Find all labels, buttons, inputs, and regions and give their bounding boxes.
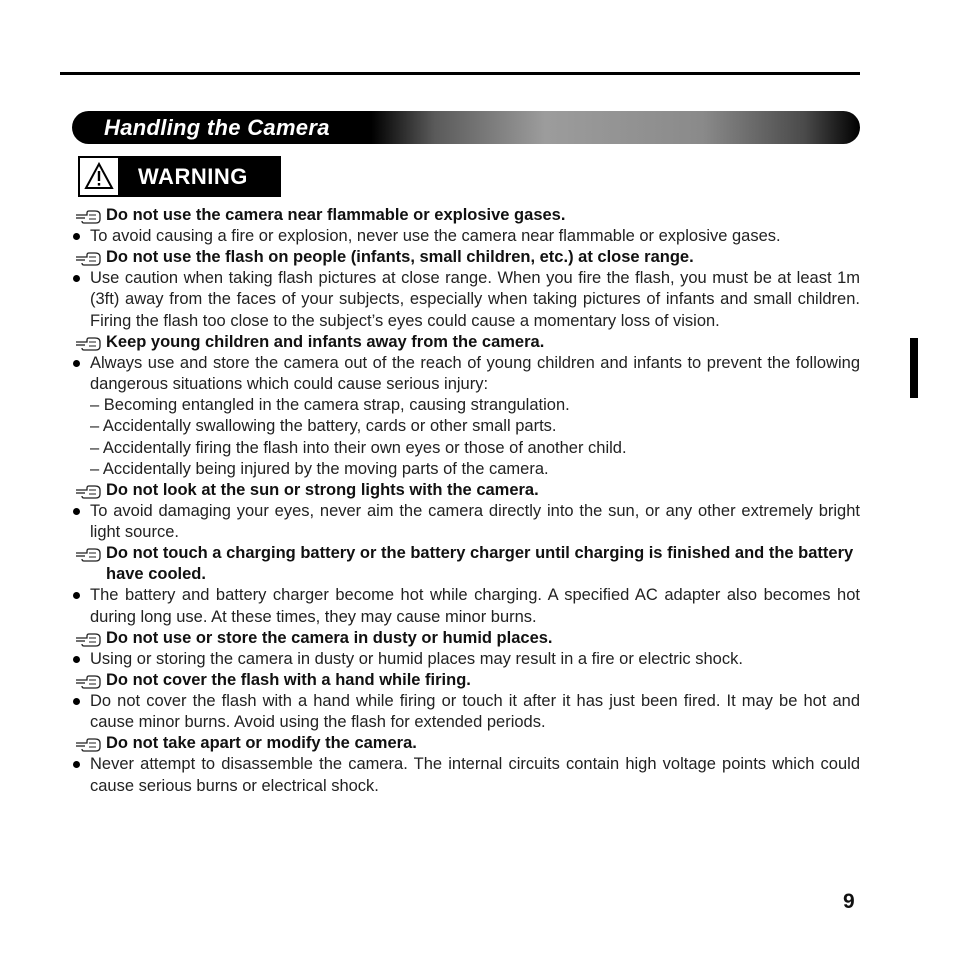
bullet-dot-icon (73, 275, 80, 282)
warning-item (72, 670, 860, 733)
warning-heading (72, 670, 860, 691)
warning-bullet-text: To avoid damaging your eyes, never aim the camera directly into the sun, or any other extremely bright light source. (90, 502, 860, 542)
warning-bullet (72, 353, 860, 395)
warning-bullet-text: Use caution when taking flash pictures at close range. When you fire the flash, you must be at least 1m (3ft) away from the faces of your subjects, especially when taking pictures of infants and small children. Firing the flash too close to the subject’s eyes could cause a momentary loss of vision. (90, 269, 860, 330)
pointing-hand-icon (75, 547, 101, 561)
warning-item (72, 628, 860, 670)
warning-heading (72, 332, 860, 353)
warning-bullet (72, 268, 860, 332)
dash-list-item: – Accidentally being injured by the moving parts of the camera. (90, 459, 549, 478)
warning-heading-text: Do not take apart or modify the camera. (106, 734, 417, 753)
warning-heading-text: Do not use the flash on people (infants, small children, etc.) at close range. (106, 248, 694, 267)
warning-heading (72, 543, 860, 585)
bullet-dot-icon (73, 698, 80, 705)
page-number: 9 (843, 890, 855, 913)
warning-heading (72, 205, 860, 226)
warning-item (72, 480, 860, 543)
warning-heading-text: Do not use the camera near flammable or explosive gases. (106, 206, 566, 224)
warning-bullet (72, 226, 860, 247)
warning-bullet (72, 585, 860, 627)
warning-heading (72, 628, 860, 649)
warning-heading (72, 247, 860, 268)
warning-item (72, 543, 860, 627)
warning-label: WARNING (120, 158, 279, 195)
warning-heading-text: Do not use or store the camera in dusty or humid places. (106, 628, 553, 647)
warning-bullet (72, 649, 860, 670)
warning-bullet-text: Always use and store the camera out of the reach of young children and infants to prevent the following dangerous situations which could cause serious injury: (90, 353, 860, 394)
warning-bullet-text: The battery and battery charger become hot while charging. A specified AC adapter also becomes hot during long use. At these times, they may cause minor burns. (90, 586, 860, 626)
warning-bullet-text: Using or storing the camera in dusty or humid places may result in a fire or electric shock. (90, 649, 743, 668)
bullet-dot-icon (73, 656, 80, 663)
bullet-dot-icon (73, 592, 80, 599)
dash-list-item: – Becoming entangled in the camera strap, causing strangulation. (90, 396, 570, 415)
pointing-hand-icon (75, 336, 101, 350)
pointing-hand-icon (75, 251, 101, 265)
warning-heading-text: Do not cover the flash with a hand while firing. (106, 671, 471, 690)
pointing-hand-icon (75, 737, 101, 751)
bullet-dot-icon (73, 761, 80, 768)
section-banner (72, 111, 860, 144)
warning-bullet-text: To avoid causing a fire or explosion, never use the camera near flammable or explosive gases. (90, 227, 781, 245)
pointing-hand-icon (75, 209, 101, 223)
warning-heading (72, 733, 860, 754)
warning-bullet (72, 754, 860, 796)
warning-bullet-text: Do not cover the flash with a hand while firing or touch it after it has just been fired. It may be hot and cause minor burns. Avoid using the flash for extended periods. (90, 692, 860, 732)
dash-list-item: – Accidentally swallowing the battery, cards or other small parts. (90, 417, 557, 436)
warning-item (72, 205, 860, 247)
bullet-dot-icon (73, 360, 80, 367)
warning-bullet-text: Never attempt to disassemble the camera. The internal circuits contain high voltage points which could cause serious burns or electrical shock. (90, 755, 860, 795)
warning-heading-text: Do not touch a charging battery or the battery charger until charging is finished and the battery have cooled. (106, 544, 854, 584)
warning-list (72, 205, 860, 797)
pointing-hand-icon (75, 674, 101, 688)
warning-heading-text: Keep young children and infants away from the camera. (106, 332, 545, 351)
top-rule (60, 72, 860, 75)
warning-item (72, 332, 860, 480)
page-edge-tab (910, 338, 918, 398)
warning-bullet (72, 501, 860, 543)
warning-heading (72, 480, 860, 501)
bullet-dot-icon (73, 233, 80, 240)
warning-item (72, 247, 860, 332)
warning-heading-text: Do not look at the sun or strong lights with the camera. (106, 481, 539, 500)
pointing-hand-icon (75, 484, 101, 498)
bullet-dot-icon (73, 508, 80, 515)
warning-triangle-icon (80, 158, 120, 195)
warning-item (72, 733, 860, 796)
section-title: Handling the Camera (104, 115, 330, 140)
pointing-hand-icon (75, 632, 101, 646)
warning-bullet (72, 691, 860, 733)
warning-box (78, 156, 281, 197)
dash-list-item: – Accidentally firing the flash into their own eyes or those of another child. (90, 438, 627, 457)
